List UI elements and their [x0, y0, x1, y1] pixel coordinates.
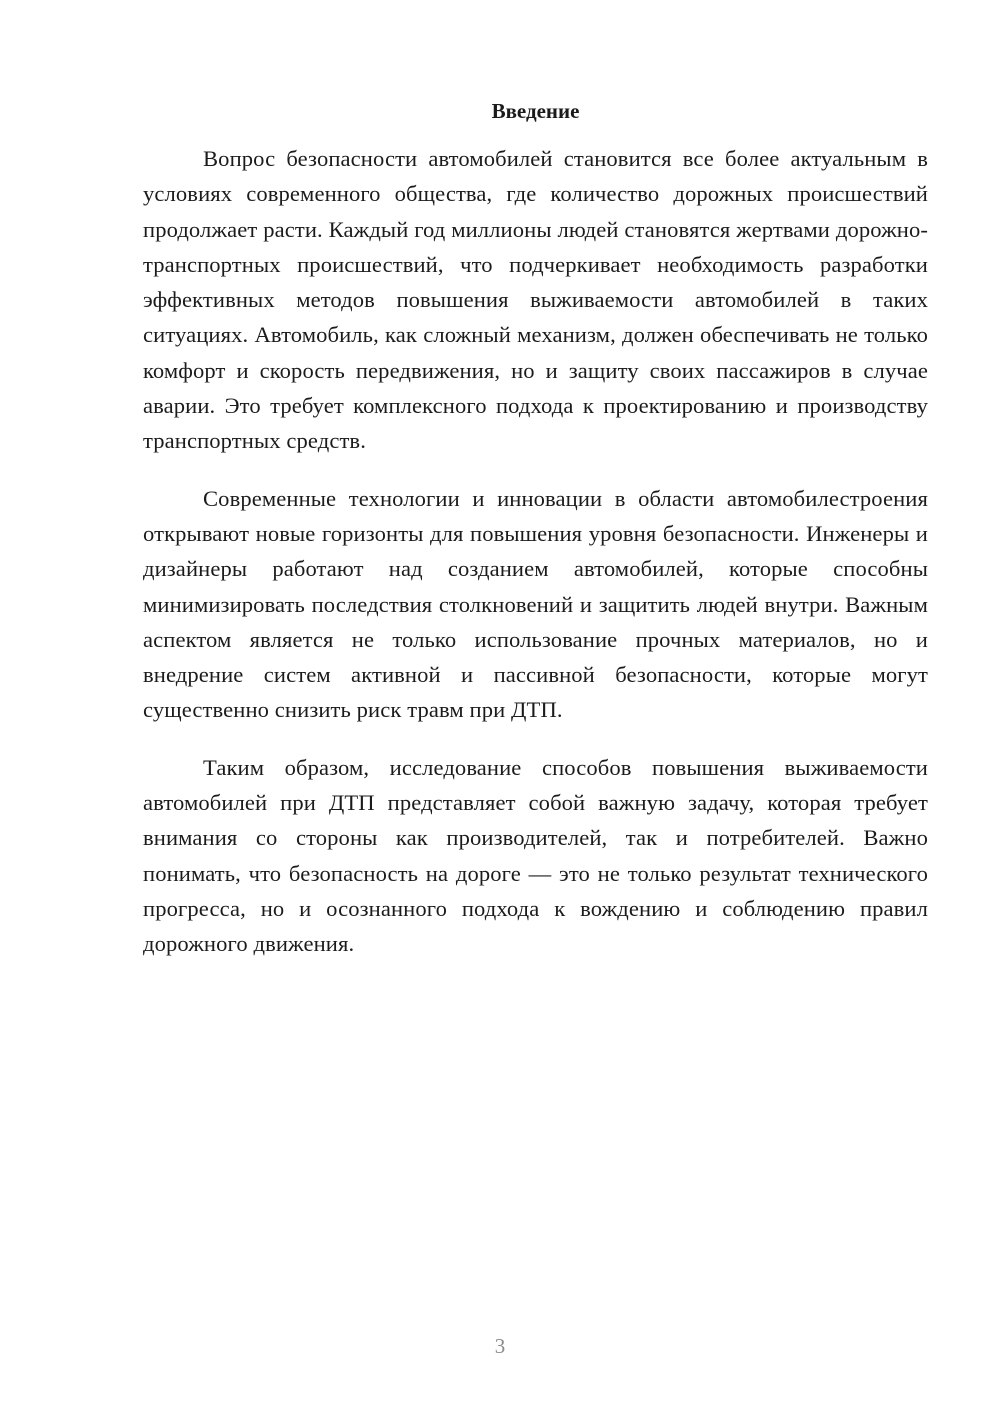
paragraph-2: Современные технологии и инновации в области автомобилестроения открывают новые горизонты для повышения уровня безопасности. Инженеры и дизайнеры работают над созданием автомобилей, которые способны минимизировать последствия столкновений и защитить людей внутри. Важным аспектом является не только использование прочных материалов, но и внедрение систем активной и пассивной безопасности, которые могут существенно снизить риск травм при ДТП. [143, 485, 928, 723]
body-text [143, 141, 928, 984]
section-heading: Введение [491, 99, 580, 123]
paragraph-3: Таким образом, исследование способов повышения выживаемости автомобилей при ДТП представляет собой важную задачу, которая требует внимания со стороны как производителей, так и потребителей. Важно понимать, что безопасность на дороге — это не только результат технического прогресса, но и осознанного подхода к вождению и соблюдению правил дорожного движения. [143, 754, 928, 957]
paragraph-1: Вопрос безопасности автомобилей становится все более актуальным в условиях современного общества, где количество дорожных происшествий продолжает расти. Каждый год миллионы людей становятся жертвами дорожно-транспортных происшествий, что подчеркивает необходимость разработки эффективных методов повышения выживаемости автомобилей в таких ситуациях. Автомобиль, как сложный механизм, должен обеспечивать не только комфорт и скорость передвижения, но и защиту своих пассажиров в случае аварии. Это требует комплексного подхода к проектированию и производству транспортных средств. [143, 146, 928, 454]
page-number: 3 [494, 1334, 506, 1358]
